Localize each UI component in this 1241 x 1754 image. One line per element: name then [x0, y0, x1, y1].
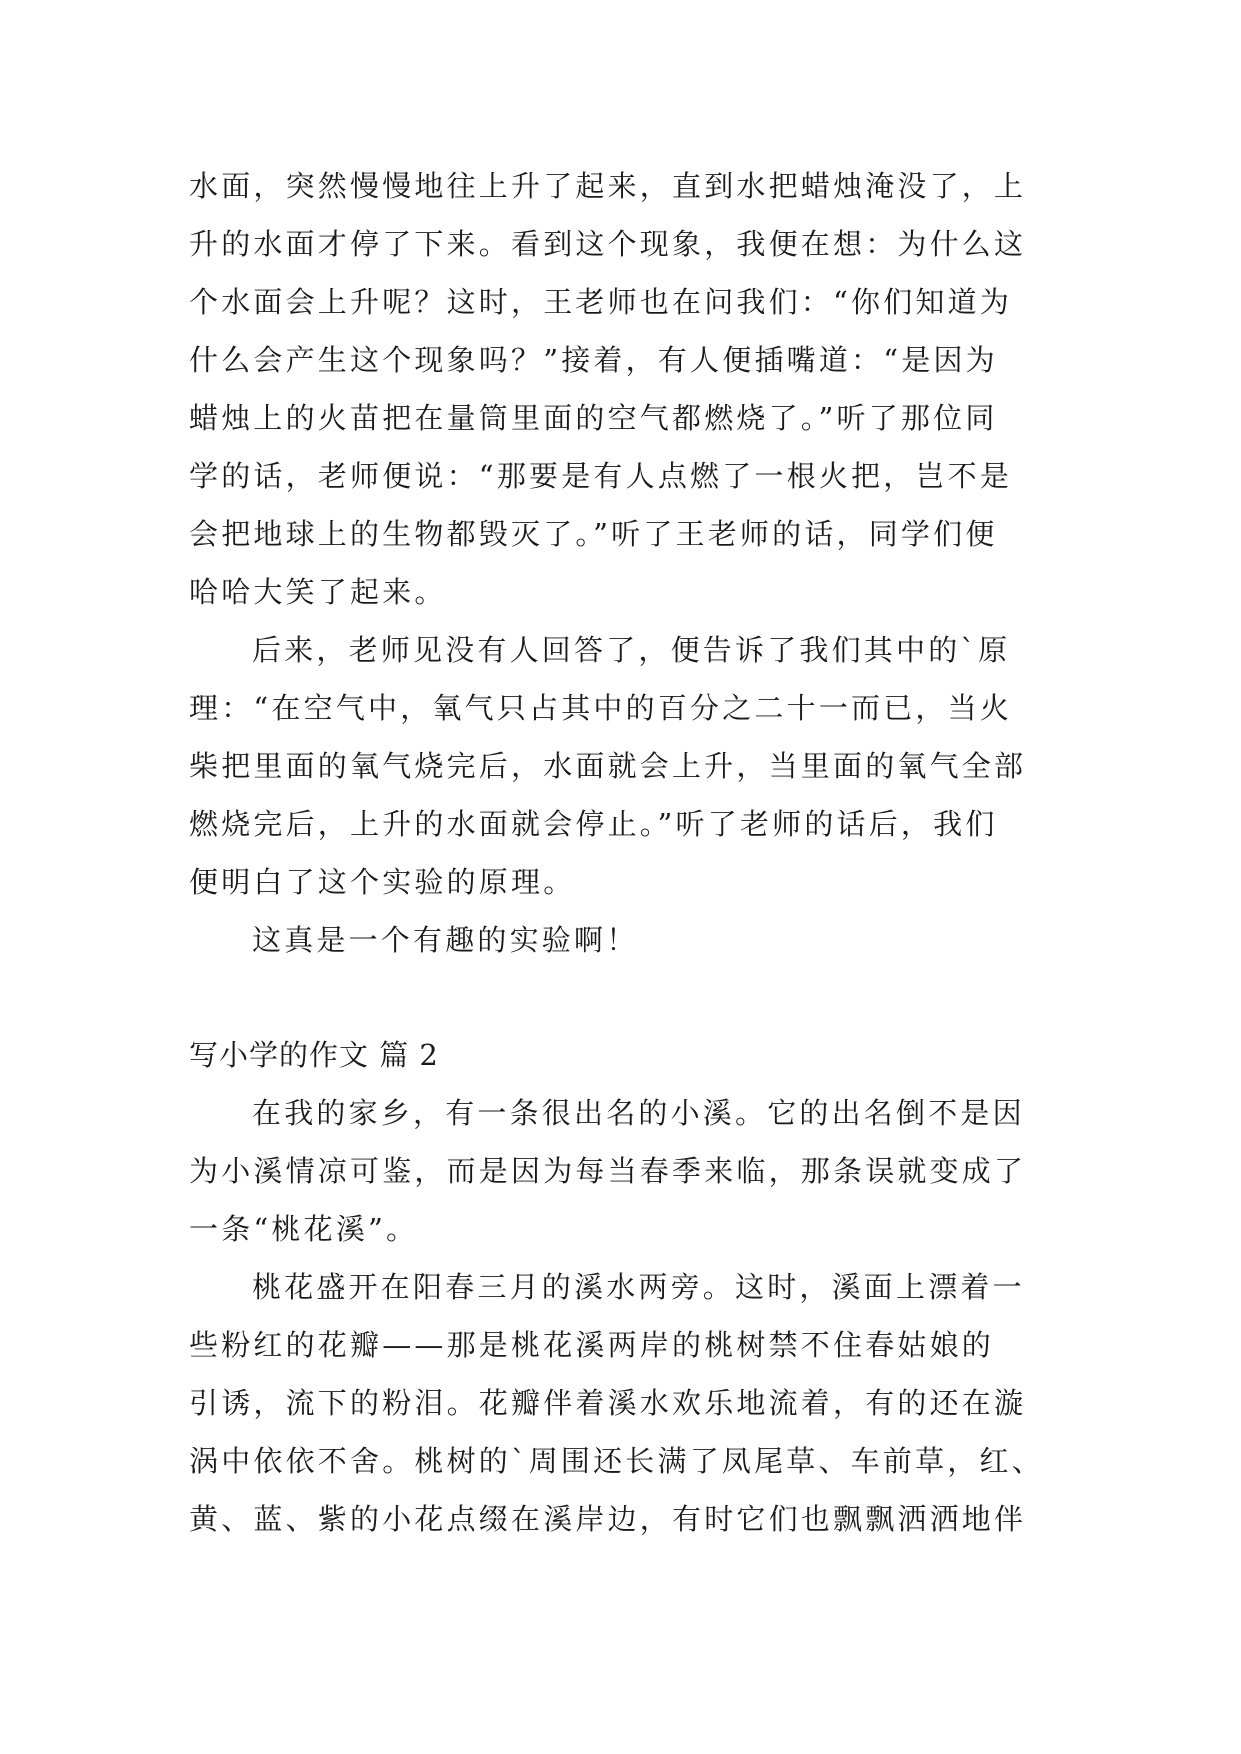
- paragraph-line: 在我的家乡，有一条很出名的小溪。它的出名倒不是因: [252, 1096, 1025, 1130]
- paragraph-line: 学的话，老师便说：“那要是有人点燃了一根火把，岂不是: [189, 459, 1013, 493]
- paragraph-line: 桃花盛开在阳春三月的溪水两旁。这时，溪面上漂着一: [252, 1270, 1025, 1304]
- paragraph-line: 理：“在空气中，氧气只占其中的百分之二十一而已，当火: [189, 691, 1013, 725]
- paragraph-line: 些粉红的花瓣——那是桃花溪两岸的桃树禁不住春姑娘的: [189, 1328, 995, 1362]
- paragraph-line: 便明白了这个实验的原理。: [189, 865, 576, 899]
- paragraph-line: 引诱，流下的粉泪。花瓣伴着溪水欢乐地流着，有的还在漩: [189, 1386, 1027, 1420]
- paragraph-line: 会把地球上的生物都毁灭了。”听了王老师的话，同学们便: [189, 517, 998, 551]
- paragraph-line: 水面，突然慢慢地往上升了起来，直到水把蜡烛淹没了，上: [189, 169, 1027, 203]
- paragraph-line: 哈哈大笑了起来。: [189, 575, 447, 609]
- section-title: 写小学的作文 篇 2: [189, 1038, 439, 1072]
- paragraph-line: 什么会产生这个现象吗？”接着，有人便插嘴道：“是因为: [189, 343, 998, 377]
- paragraph-line: 蜡烛上的火苗把在量筒里面的空气都燃烧了。”听了那位同: [189, 401, 998, 435]
- paragraph-line: 个水面会上升呢？这时，王老师也在问我们：“你们知道为: [189, 285, 1013, 319]
- paragraph-line: 一条“桃花溪”。: [189, 1212, 419, 1246]
- paragraph-line: 燃烧完后，上升的水面就会停止。”听了老师的话后，我们: [189, 807, 998, 841]
- paragraph-line: 柴把里面的氧气烧完后，水面就会上升，当里面的氧气全部: [189, 749, 1027, 783]
- paragraph-line: 黄、蓝、紫的小花点缀在溪岸边，有时它们也飘飘洒洒地伴: [189, 1502, 1027, 1536]
- paragraph-line: 后来，老师见没有人回答了，便告诉了我们其中的`原: [252, 633, 1011, 667]
- paragraph-line: 这真是一个有趣的实验啊！: [252, 923, 639, 957]
- paragraph-line: 为小溪情凉可鉴，而是因为每当春季来临，那条误就变成了: [189, 1154, 1027, 1188]
- paragraph-line: 升的水面才停了下来。看到这个现象，我便在想：为什么这: [189, 227, 1027, 261]
- paragraph-line: 涡中依依不舍。桃树的`周围还长满了凤尾草、车前草，红、: [189, 1444, 1044, 1478]
